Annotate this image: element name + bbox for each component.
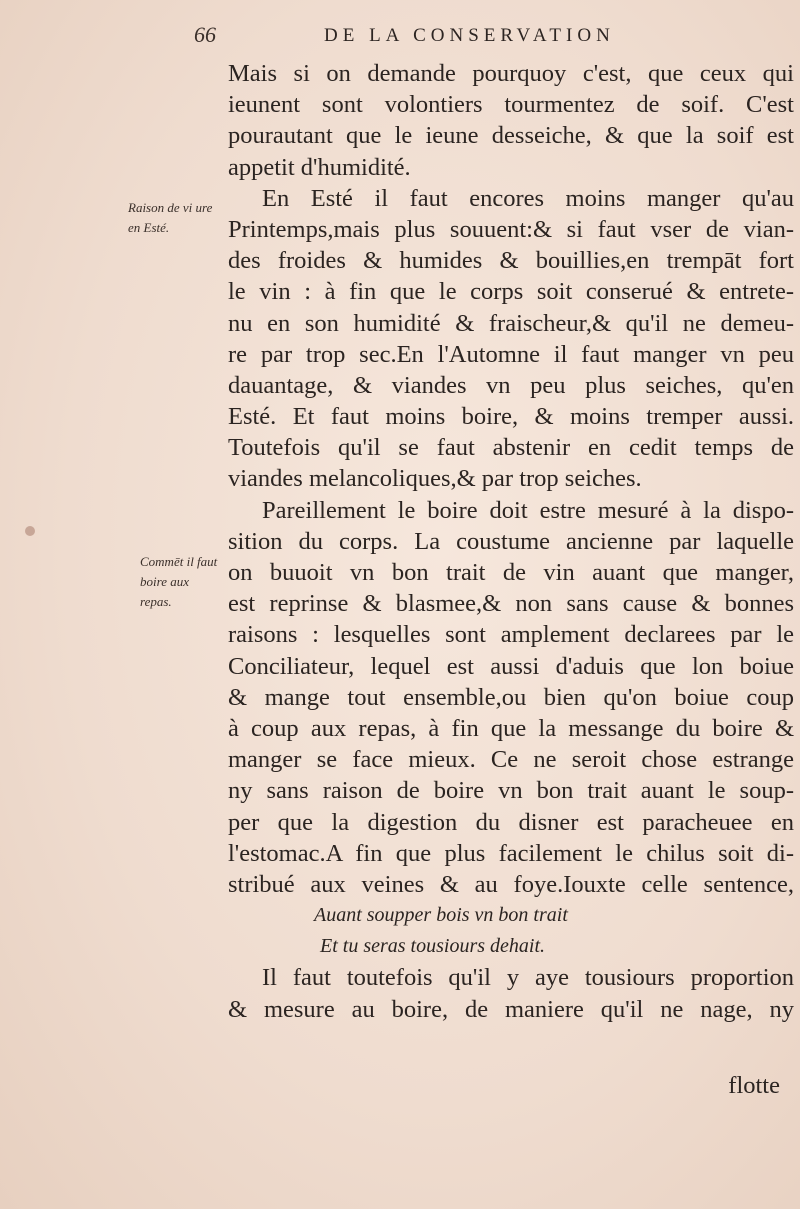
verse-line: Et tu seras tousiours dehait. [320, 935, 546, 958]
text-line: Esté. Et faut moins boire, & moins tremper aussi. [228, 403, 794, 431]
text-line: le vin : à fin que le corps soit conserué & entrete- [228, 278, 794, 306]
text-line: Toutefois qu'il se faut abstenir en cedit temps de [228, 434, 794, 462]
text-line: Printemps,mais plus souuent:& si faut vser de vian- [228, 215, 794, 243]
body-text [228, 58, 794, 1101]
text-line: l'estomac.A fin que plus facilement le chilus soit di- [228, 839, 794, 867]
verse-line: Auant soupper bois vn bon trait [314, 904, 568, 927]
page-header [0, 22, 800, 52]
text-line: sition du corps. La coustume ancienne par laquelle [228, 527, 794, 555]
page-number: 66 [194, 22, 216, 47]
text-line: manger se face mieux. Ce ne seroit chose estrange [228, 746, 794, 774]
text-line: Conciliateur, lequel est aussi d'aduis que lon boiue [228, 652, 794, 680]
text-line: des froides & humides & bouillies,en trempāt fort [228, 247, 794, 275]
text-line: Mais si on demande pourquoy c'est, que ceux qui [228, 60, 794, 87]
text-line: nu en son humidité & fraischeur,& qu'il ne demeu- [228, 309, 794, 337]
catchword: flotte [728, 1071, 780, 1099]
text-line: per que la digestion du disner est paracheuee en [228, 808, 794, 836]
text-line: pourautant que le ieune desseiche, & que la soif est [228, 122, 794, 150]
ink-spot [25, 526, 35, 536]
running-title: DE LA CONSERVATION [324, 25, 615, 46]
text-line: ieunent sont volontiers tourmentez de soif. C'est [228, 91, 794, 119]
text-line: à coup aux repas, à fin que la messange du boire & [228, 714, 794, 742]
text-line: est reprinse & blasmee,& non sans cause & bonnes [228, 590, 794, 618]
text-line: on buuoit vn bon trait de vin auant que manger, [228, 559, 794, 586]
margin-note-summer: Raison de vi ure en Esté. [128, 200, 213, 235]
text-line: stribué aux veines & au foye.Iouxte celle sentence, [228, 870, 794, 898]
text-line: dauantage, & viandes vn peu plus seiches, qu'en [228, 371, 794, 399]
text-line: Il faut toutefois qu'il y aye tousiours proportion [262, 964, 794, 992]
margin-note-drinking: Commēt il faut boire aux repas. [140, 554, 218, 609]
text-line: re par trop sec.En l'Automne il faut manger vn peu [228, 340, 794, 368]
text-line: raisons : lesquelles sont amplement declarees par le [228, 621, 794, 649]
text-line: ny sans raison de boire vn bon trait auant le soup- [228, 777, 794, 805]
text-line: & mange tout ensemble,ou bien qu'on boiue coup [228, 683, 794, 711]
text-line: viandes melancoliques,& par trop seiches. [228, 465, 642, 493]
text-line: & mesure au boire, de maniere qu'il ne nage, ny [228, 995, 794, 1023]
text-line: Pareillement le boire doit estre mesuré à la dispo- [262, 496, 794, 524]
spacer [228, 1025, 794, 1070]
text-line: appetit d'humidité. [228, 153, 411, 181]
text-line: En Esté il faut encores moins manger qu'au [262, 184, 794, 212]
